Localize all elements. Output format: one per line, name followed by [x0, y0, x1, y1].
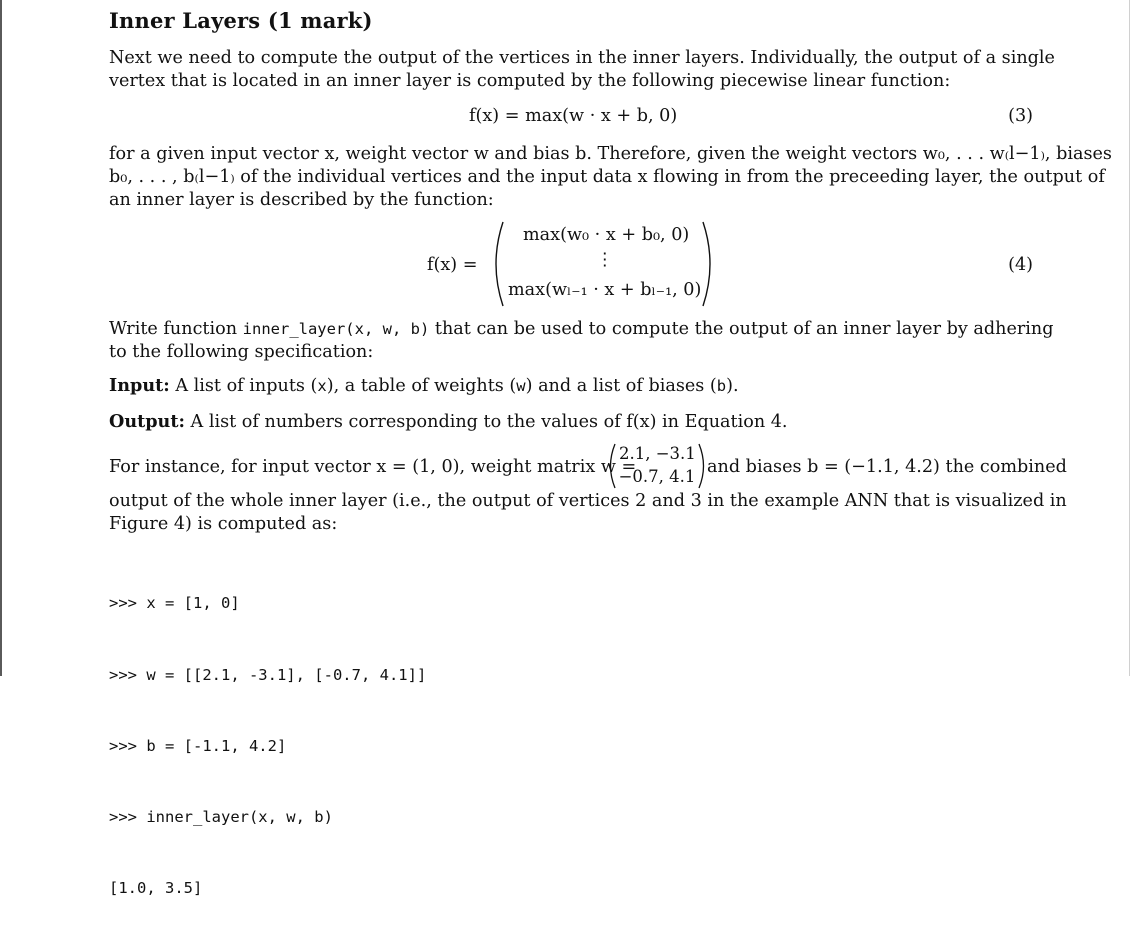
task-text-pre: Write function [109, 319, 243, 339]
weights-line-1: for a given input vector x, weight vector w and bias b. Therefore, given the weight vectors w₀, . . . w₍l−1₎, biases [109, 144, 1112, 164]
output-spec-line [109, 410, 1033, 433]
right-paren [703, 222, 710, 306]
intro-line-1: Next we need to compute the output of the vertices in the inner layers. Individually, the output of a single [109, 48, 1055, 68]
input-code-x: x [317, 377, 327, 395]
intro-line-2: vertex that is located in an inner layer is computed by the following piecewise linear function: [109, 71, 951, 91]
input-text-4: ). [726, 376, 739, 396]
equation-4-number: (4) [1008, 255, 1033, 275]
task-line-2: to the following specification: [109, 342, 374, 362]
input-label: Input: [109, 375, 170, 396]
code-output: [1.0, 3.5] [109, 878, 203, 897]
task-text-post: that can be used to compute the output of an inner layer by adhering [429, 319, 1054, 339]
input-text-1: A list of inputs ( [169, 376, 318, 396]
code-example [109, 545, 426, 948]
input-text-2: ), a table of weights ( [326, 376, 517, 396]
weight-matrix-row-2: −0.7, 4.1 [618, 467, 696, 486]
equation-4-row-1: max(w₀ · x + b₀, 0) [523, 225, 690, 245]
task-line-1 [109, 318, 1054, 341]
example-pre-text: For instance, for input vector x = (1, 0), weight matrix w = [109, 457, 637, 477]
intro-paragraph [109, 47, 1055, 93]
section-heading: Inner Layers (1 mark) [109, 8, 373, 33]
code-line: >>> w = [[2.1, -3.1], [-0.7, 4.1]] [109, 665, 427, 684]
equation-4-row-2: ⋮ [596, 250, 614, 270]
equation-4-lhs: f(x) = [427, 255, 478, 275]
input-code-b: b [716, 377, 727, 395]
function-signature: inner_layer(x, w, b) [242, 320, 430, 338]
matrix-left-paren [611, 444, 616, 488]
left-paren [496, 222, 503, 306]
code-line: >>> inner_layer(x, w, b) [109, 807, 333, 826]
equation-3: f(x) = max(w · x + b, 0) [469, 106, 678, 126]
input-spec [109, 374, 1033, 397]
page-left-border [0, 0, 2, 676]
example-line-2: output of the whole inner layer (i.e., the output of vertices 2 and 3 in the example ANN that is visualized in [109, 491, 1067, 511]
input-code-w: w [516, 377, 526, 395]
weight-matrix-row-1: 2.1, −3.1 [619, 444, 696, 463]
input-text-3: ) and a list of biases ( [525, 376, 717, 396]
example-continuation [109, 490, 1067, 536]
example-line-3: Figure 4) is computed as: [109, 514, 338, 534]
output-spec [109, 410, 1033, 433]
code-line: >>> b = [-1.1, 4.2] [109, 736, 287, 755]
matrix-right-paren [699, 444, 704, 488]
example-post [707, 456, 1067, 479]
output-label: Output: [109, 411, 185, 432]
code-line: >>> x = [1, 0] [109, 594, 240, 613]
equation-4-row-3: max(wₗ₋₁ · x + bₗ₋₁, 0) [508, 280, 702, 300]
equation-3-number: (3) [1008, 106, 1033, 126]
weights-line-2: b₀, . . . , b₍l−1₎ of the individual vertices and the input data x flowing in from the preceeding layer, the output of [109, 167, 1105, 187]
example-post-text: and biases b = (−1.1, 4.2) the combined [707, 457, 1067, 477]
weights-paragraph [109, 143, 1112, 212]
input-spec-line [109, 374, 1033, 397]
weights-line-3: an inner layer is described by the function: [109, 190, 494, 210]
task-paragraph [109, 318, 1054, 364]
output-text: A list of numbers corresponding to the values of f(x) in Equation 4. [184, 412, 788, 432]
